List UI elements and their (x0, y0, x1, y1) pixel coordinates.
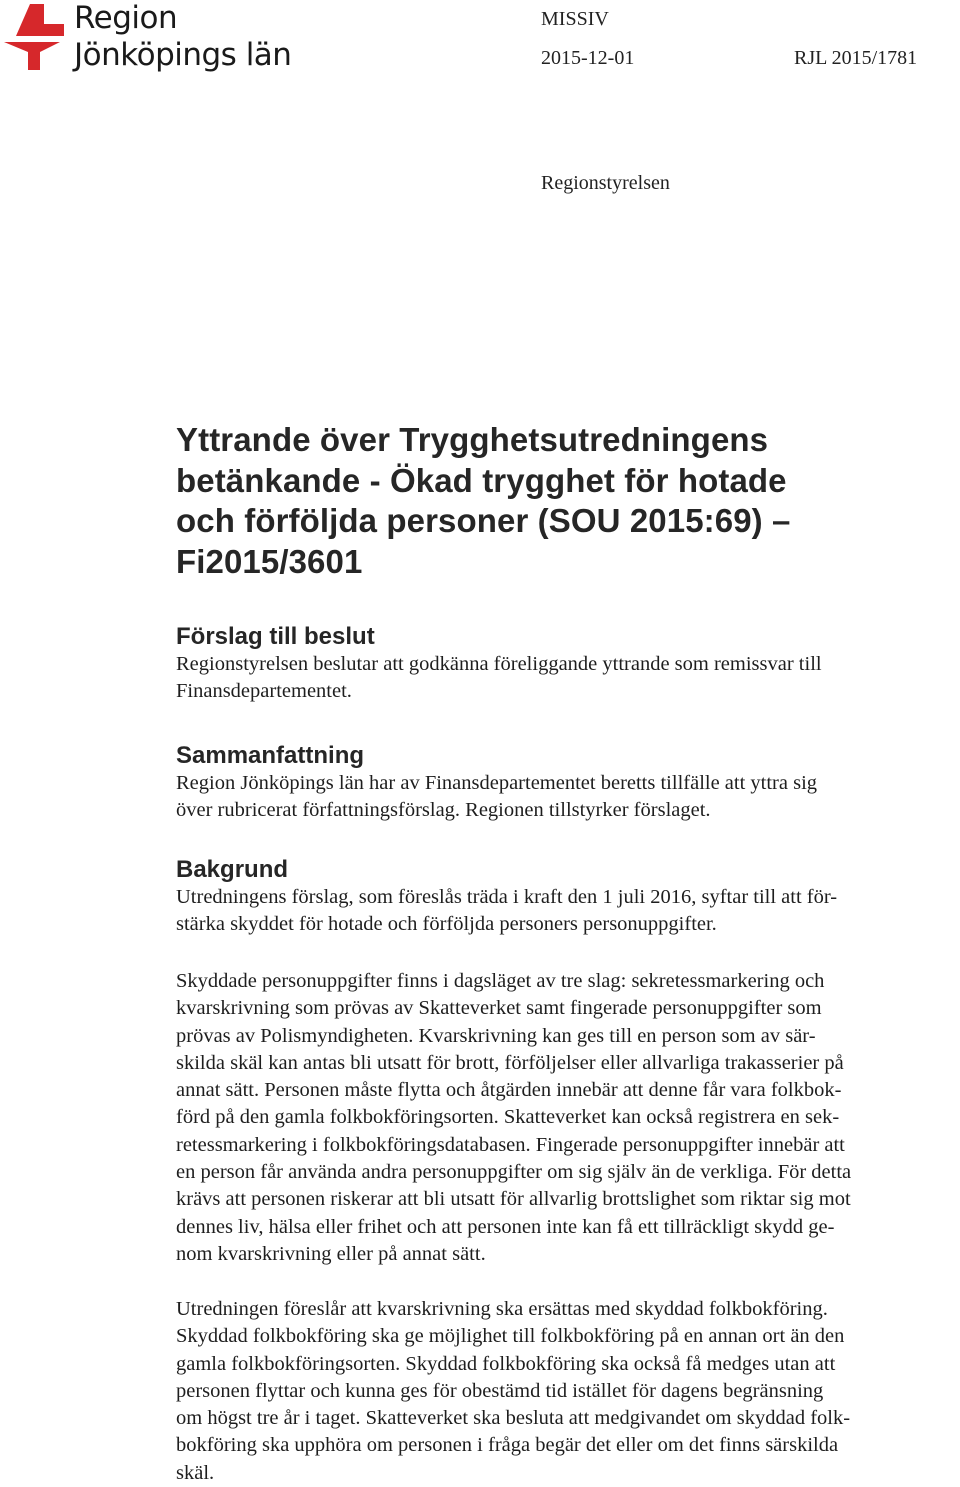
background-p2-line: krävs att personen riskerar att bli utsatt för allvarlig brottslighet som riktar sig mot (176, 1188, 851, 1211)
background-p1-line: stärka skyddet för hotade och förföljda personers personuppgifter. (176, 913, 717, 936)
summary-line: Region Jönköpings län har av Finansdepartementet beretts tillfälle att yttra sig (176, 772, 818, 794)
title-line-2: betänkande - Ökad trygghet för hotade (176, 461, 787, 499)
proposal-line: Regionstyrelsen beslutar att godkänna föreliggande yttrande som remissvar till (176, 653, 822, 675)
logo-line-1: Region (74, 0, 178, 36)
region-cross-icon (0, 2, 72, 72)
recipient: Regionstyrelsen (541, 172, 670, 194)
background-p2-line: en person får använda andra personuppgifter om sig själv än de verkliga. För detta (176, 1161, 852, 1184)
background-p3-line: bokföring ska upphöra om personen i fråga begär det eller om det finns särskilda (176, 1434, 839, 1457)
background-p2-line: annat sätt. Personen måste flytta och åtgärden innebär att denne får vara folkbok- (176, 1079, 842, 1102)
background-p2-line: kvarskrivning som prövas av Skatteverket samt fingerade personuppgifter som (176, 997, 822, 1020)
document-reference: RJL 2015/1781 (794, 47, 918, 69)
logo-wordmark (74, 0, 291, 74)
background-section (176, 855, 956, 939)
proposal-line: Finansdepartementet. (176, 680, 352, 703)
proposal-heading: Förslag till beslut (176, 623, 375, 650)
background-paragraph-3 (176, 1296, 956, 1487)
background-p2-line: förd på den gamla folkbokföringsorten. Skatteverket kan också registrera en sek- (176, 1106, 840, 1129)
page-title (176, 420, 936, 582)
background-p3-line: Skyddad folkbokföring ska ge möjlighet till folkbokföring på en annan ort än den (176, 1325, 845, 1348)
region-logo (0, 0, 310, 80)
background-p3-line: om högst tre år i taget. Skatteverket ska besluta att medgivandet om skyddad folk- (176, 1407, 851, 1430)
summary-heading: Sammanfattning (176, 742, 365, 769)
title-line-3: och förföljda personer (SOU 2015:69) – (176, 502, 791, 539)
proposal-section (176, 622, 956, 706)
document-date: 2015-12-01 (541, 47, 635, 69)
background-p2-line: retessmarkering i folkbokföringsdatabasen. Fingerade personuppgifter innebär att (176, 1133, 845, 1156)
background-p2-line: Skyddade personuppgifter finns i dagsläget av tre slag: sekretessmarkering och (176, 970, 825, 992)
title-line-1: Yttrande över Trygghetsutredningens (176, 421, 769, 458)
background-p2-line: skilda skäl kan antas bli utsatt för brott, förföljelser eller allvarliga trakasserier på (176, 1051, 844, 1074)
summary-section (176, 741, 956, 825)
background-p2-line: nom kvarskrivning eller på annat sätt. (176, 1242, 486, 1265)
background-p1-line: Utredningens förslag, som föreslås träda i kraft den 1 juli 2016, syftar till att för- (176, 886, 838, 908)
background-paragraph-2 (176, 968, 956, 1268)
background-heading: Bakgrund (176, 856, 289, 883)
background-p3-line: Utredningen föreslår att kvarskrivning ska ersättas med skyddad folkbokföring. (176, 1298, 828, 1320)
title-line-4: Fi2015/3601 (176, 542, 363, 580)
summary-line: över rubricerat författningsförslag. Regionen tillstyrker förslaget. (176, 799, 711, 822)
document-type: MISSIV (541, 8, 609, 30)
background-p2-line: dennes liv, hälsa eller frihet och att personen inte kan få ett tillräckligt skydd ge- (176, 1215, 835, 1238)
background-p3-line: gamla folkbokföringsorten. Skyddad folkbokföring ska också få medges utan att (176, 1352, 836, 1375)
background-p3-line: skäl. (176, 1461, 215, 1484)
background-p2-line: prövas av Polismyndigheten. Kvarskrivning kan ges till en person som av sär- (176, 1024, 816, 1047)
logo-line-2: Jönköpings län (74, 37, 292, 73)
background-p3-line: personen flyttar och kunna ges för obestämd tid istället för dagens begränsning (176, 1379, 824, 1402)
